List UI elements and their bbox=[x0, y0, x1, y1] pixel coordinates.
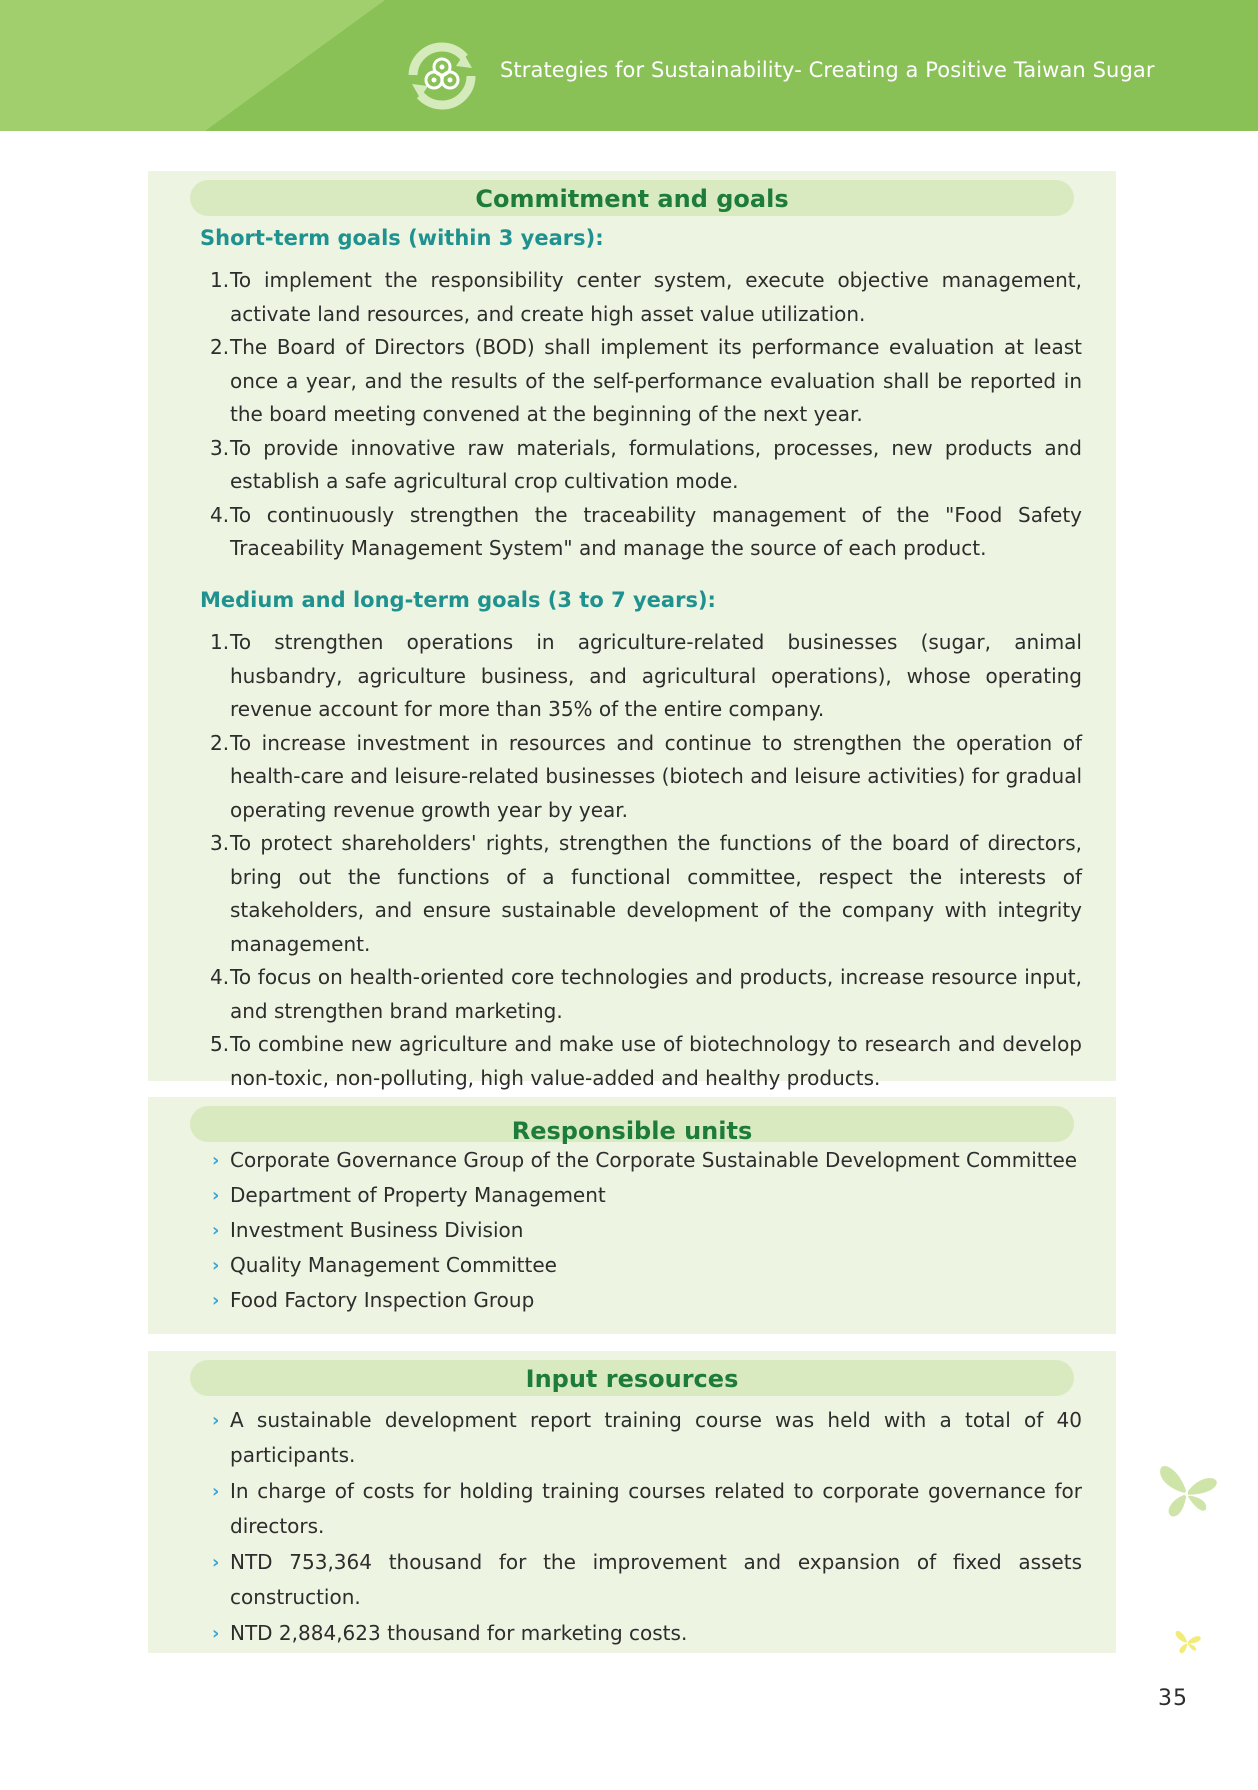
inputs-list bbox=[210, 1403, 1082, 1652]
commitment-heading: Commitment and goals bbox=[190, 180, 1074, 216]
header-title: Strategies for Sustainability- Creating a Positive Taiwan Sugar bbox=[500, 58, 1155, 82]
list-item: › Investment Business Division bbox=[210, 1213, 1082, 1248]
long-term-label: Medium and long-term goals (3 to 7 years): bbox=[200, 588, 716, 612]
list-item: 3. To provide innovative raw materials, formulations, processes, new products and establish a safe agricultural crop cultivation mode. bbox=[210, 435, 1082, 493]
list-item: › NTD 753,364 thousand for the improvement and expansion of fixed assets construction. bbox=[210, 1545, 1082, 1615]
butterfly-icon bbox=[1152, 1460, 1224, 1524]
chevron-right-icon: › bbox=[212, 1290, 220, 1311]
commitment-panel bbox=[148, 171, 1116, 1090]
chevron-right-icon: › bbox=[212, 1185, 220, 1206]
list-item: 1. To strengthen operations in agriculture-related businesses (sugar, animal husbandry, agriculture business, and agricultural operations), whose operating revenue account for more than 35% of the entire company. bbox=[210, 630, 1082, 721]
list-item: 2. To increase investment in resources and continue to strengthen the operation of health-care and leisure-related businesses (biotech and leisure activities) for gradual operating revenue growth year by year. bbox=[210, 730, 1082, 822]
list-item: › Corporate Governance Group of the Corporate Sustainable Development Committee bbox=[210, 1143, 1082, 1178]
inputs-heading: Input resources bbox=[190, 1360, 1074, 1396]
long-term-list bbox=[200, 626, 1082, 1095]
chevron-right-icon: › bbox=[212, 1410, 220, 1431]
list-item: › Food Factory Inspection Group bbox=[210, 1283, 1082, 1318]
list-item: › Quality Management Committee bbox=[210, 1248, 1082, 1283]
list-item: › A sustainable development report training course was held with a total of 40 participants. bbox=[210, 1403, 1082, 1473]
chevron-right-icon: › bbox=[212, 1481, 220, 1502]
chevron-right-icon: › bbox=[212, 1255, 220, 1276]
list-item: 4. To continuously strengthen the traceability management of the "Food Safety Traceability Management System" and manage the source of each product. bbox=[210, 502, 1082, 560]
responsible-heading: Responsible units bbox=[190, 1106, 1074, 1142]
header-diagonal bbox=[205, 0, 385, 131]
short-term-label: Short-term goals (within 3 years): bbox=[200, 226, 604, 250]
chevron-right-icon: › bbox=[212, 1623, 220, 1644]
list-item: 1. To implement the responsibility center system, execute objective management, activate land resources, and create high asset value utilization. bbox=[210, 268, 1082, 326]
list-item: 2. The Board of Directors (BOD) shall implement its performance evaluation at least once a year, and the results of the self-performance evaluation shall be reported in the board meeting convened at the beginning of the next year. bbox=[210, 335, 1082, 426]
list-item: › In charge of costs for holding training courses related to corporate governance for directors. bbox=[210, 1474, 1082, 1544]
list-item: 5. To combine new agriculture and make use of biotechnology to research and develop non-toxic, non-polluting, high value-added and healthy products. bbox=[210, 1032, 1082, 1090]
header-light-band bbox=[0, 0, 205, 131]
list-item: › Department of Property Management bbox=[210, 1178, 1082, 1213]
recycle-gears-icon bbox=[406, 40, 478, 112]
butterfly-icon bbox=[1172, 1628, 1204, 1656]
page-header bbox=[0, 0, 1258, 131]
inputs-panel bbox=[148, 1351, 1116, 1653]
responsible-panel bbox=[148, 1097, 1116, 1334]
chevron-right-icon: › bbox=[212, 1220, 220, 1241]
chevron-right-icon: › bbox=[212, 1150, 220, 1171]
list-item: › NTD 2,884,623 thousand for marketing costs. bbox=[210, 1616, 1082, 1651]
list-item: 4. To focus on health-oriented core technologies and products, increase resource input, and strengthen brand marketing. bbox=[210, 965, 1082, 1023]
chevron-right-icon: › bbox=[212, 1552, 220, 1573]
responsible-list bbox=[210, 1143, 1082, 1318]
list-item: 3. To protect shareholders' rights, strengthen the functions of the board of directors, bring out the functions of a functional committee, respect the interests of stakeholders, and ensure sustainable development of the company with integrity management. bbox=[210, 831, 1082, 956]
short-term-list bbox=[200, 264, 1082, 566]
page-number: 35 bbox=[1158, 1686, 1188, 1711]
